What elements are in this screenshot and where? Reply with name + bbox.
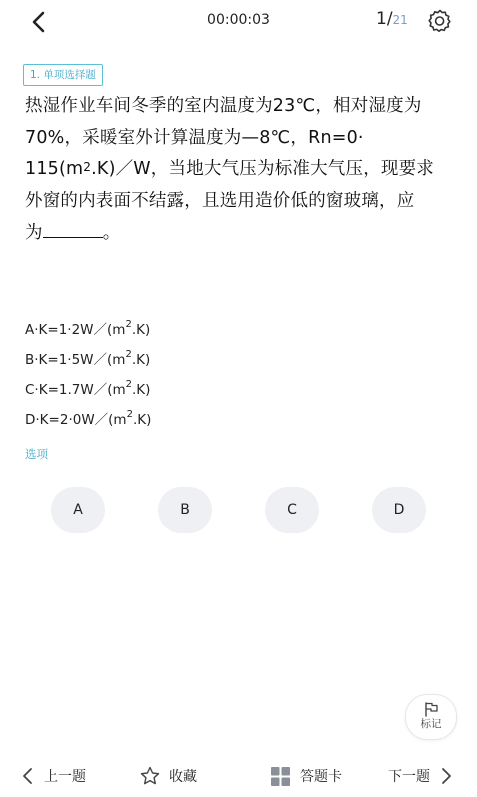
options-label: 选项 xyxy=(25,447,48,461)
option-d: $D\cdot K=2\cdot 0W/(m^2.K)$ xyxy=(25,409,152,428)
next-question-label: 下一题 xyxy=(388,769,430,785)
option-c: $C\cdot K=1.7W/(m^2.K)$ xyxy=(25,379,151,398)
question-line: 热湿作业车间冬季的室内温度为23℃，相对湿度为 xyxy=(25,96,422,116)
question-progress xyxy=(376,9,408,29)
gear-icon[interactable] xyxy=(427,8,453,34)
mark-label: 标记 xyxy=(420,718,442,730)
prev-question-button[interactable] xyxy=(21,764,86,788)
grid-icon xyxy=(270,766,291,787)
answer-buttons xyxy=(0,487,477,533)
favorite-label: 收藏 xyxy=(169,769,197,785)
question-text xyxy=(25,91,457,250)
timer: 00:00:03 xyxy=(207,12,270,28)
star-icon xyxy=(139,765,161,787)
answer-card-label: 答题卡 xyxy=(300,769,342,785)
question-type-tag: 1. 单项选择题 xyxy=(23,64,103,86)
favorite-button[interactable] xyxy=(139,764,197,788)
mark-button[interactable] xyxy=(405,694,457,740)
answer-button-d[interactable]: D xyxy=(372,487,426,533)
question-line: 为 。 xyxy=(25,217,457,250)
question-line: 70%，采暖室外计算温度为—8℃，Rn=0· xyxy=(25,127,364,148)
prev-question-label: 上一题 xyxy=(44,769,86,785)
question-line: 外窗的内表面不结露，且选用造价低的窗玻璃，应 xyxy=(25,190,415,211)
option-b: $B\cdot K=1\cdot 5W/(m^2.K)$ xyxy=(25,349,151,368)
bottom-nav xyxy=(0,758,477,797)
total-questions: 21 xyxy=(392,13,408,27)
answer-button-a[interactable]: A xyxy=(51,487,105,533)
next-question-button[interactable] xyxy=(388,764,453,788)
question-line: $115(m^2.K)/W$，当地大气压为标准大气压，现要求 xyxy=(25,159,434,179)
chevron-left-icon xyxy=(21,767,35,785)
option-a: $A\cdot K=1\cdot 2W/(m^2.K)$ xyxy=(25,319,151,338)
chevron-right-icon xyxy=(439,767,453,785)
answer-button-b[interactable]: B xyxy=(158,487,212,533)
answer-card-button[interactable] xyxy=(270,764,342,788)
answer-blank xyxy=(43,217,103,238)
current-question-number: 1/ xyxy=(376,9,393,29)
top-bar xyxy=(0,0,477,44)
flag-icon xyxy=(422,701,440,717)
options-list xyxy=(25,315,445,435)
answer-button-c[interactable]: C xyxy=(265,487,319,533)
